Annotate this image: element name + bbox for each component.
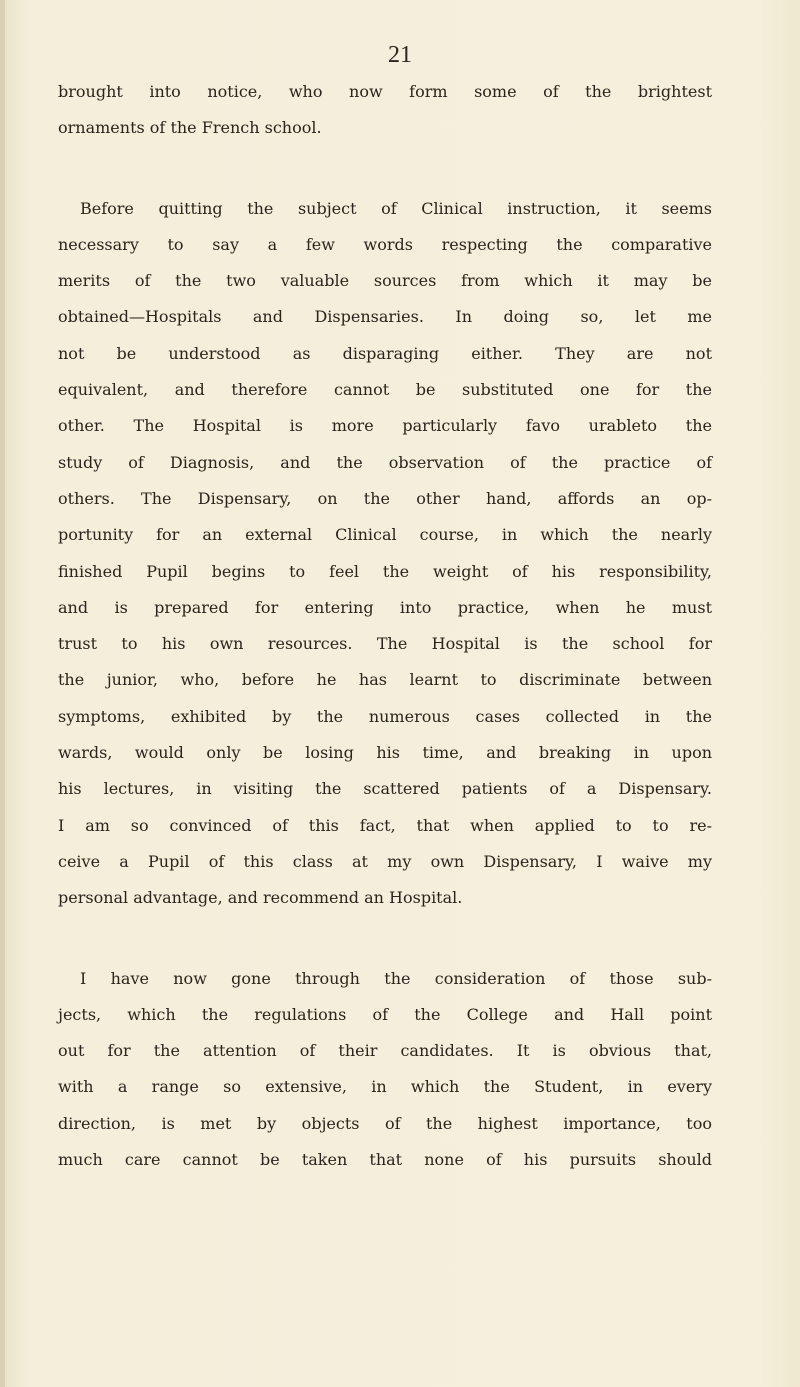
text-line: portunity for an external Clinical course, in which the nearly — [58, 525, 712, 545]
text-line: symptoms, exhibited by the numerous cases collected in the — [58, 706, 712, 726]
text-line: study of Diagnosis, and the observation of the practice of — [58, 452, 712, 472]
text-line: I have now gone through the consideration of those sub- — [80, 968, 712, 988]
text-line: Before quitting the subject of Clinical instruction, it seems — [80, 198, 712, 218]
text-line: necessary to say a few words respecting the comparative — [58, 234, 712, 254]
text-line: other. The Hospital is more particularly favo urableto the — [58, 416, 712, 436]
text-line: with a range so extensive, in which the Student, in every — [58, 1077, 712, 1097]
text-line: obtained—Hospitals and Dispensaries. In doing so, let me — [58, 307, 712, 327]
body-text — [58, 82, 712, 1186]
text-line: brought into notice, who now form some of the brightest — [58, 82, 712, 101]
text-line: trust to his own resources. The Hospital is the school for — [58, 634, 712, 654]
paragraph-3 — [58, 969, 712, 1187]
text-line: I am so convinced of this fact, that when applied to to re- — [58, 815, 712, 835]
text-line: wards, would only be losing his time, and breaking in upon — [58, 743, 712, 763]
text-line: his lectures, in visiting the scattered patients of a Dispensary. — [58, 779, 712, 799]
text-line: the junior, who, before he has learnt to discriminate between — [58, 670, 712, 690]
text-line: merits of the two valuable sources from which it may be — [58, 271, 712, 291]
text-line: and is prepared for entering into practice, when he must — [58, 597, 712, 617]
text-line: others. The Dispensary, on the other hand, affords an op- — [58, 488, 712, 508]
page-number: 21 — [388, 42, 412, 68]
paragraph-2 — [58, 199, 712, 925]
text-line: out for the attention of their candidates. It is obvious that, — [58, 1041, 712, 1061]
text-line: jects, which the regulations of the College and Hall point — [58, 1004, 712, 1024]
text-line: ornaments of the French school. — [58, 118, 322, 138]
text-line: direction, is met by objects of the highest importance, too — [58, 1113, 712, 1133]
page-binding-edge — [0, 0, 5, 1387]
text-line: ceive a Pupil of this class at my own Dispensary, I waive my — [58, 851, 712, 871]
paragraph-1 — [58, 82, 712, 155]
text-line: much care cannot be taken that none of his pursuits should — [58, 1150, 712, 1170]
text-line: finished Pupil begins to feel the weight of his responsibility, — [58, 561, 712, 581]
text-line: personal advantage, and recommend an Hospital. — [58, 888, 463, 908]
text-line: equivalent, and therefore cannot be substituted one for the — [58, 380, 712, 400]
text-line: not be understood as disparaging either. They are not — [58, 343, 712, 363]
